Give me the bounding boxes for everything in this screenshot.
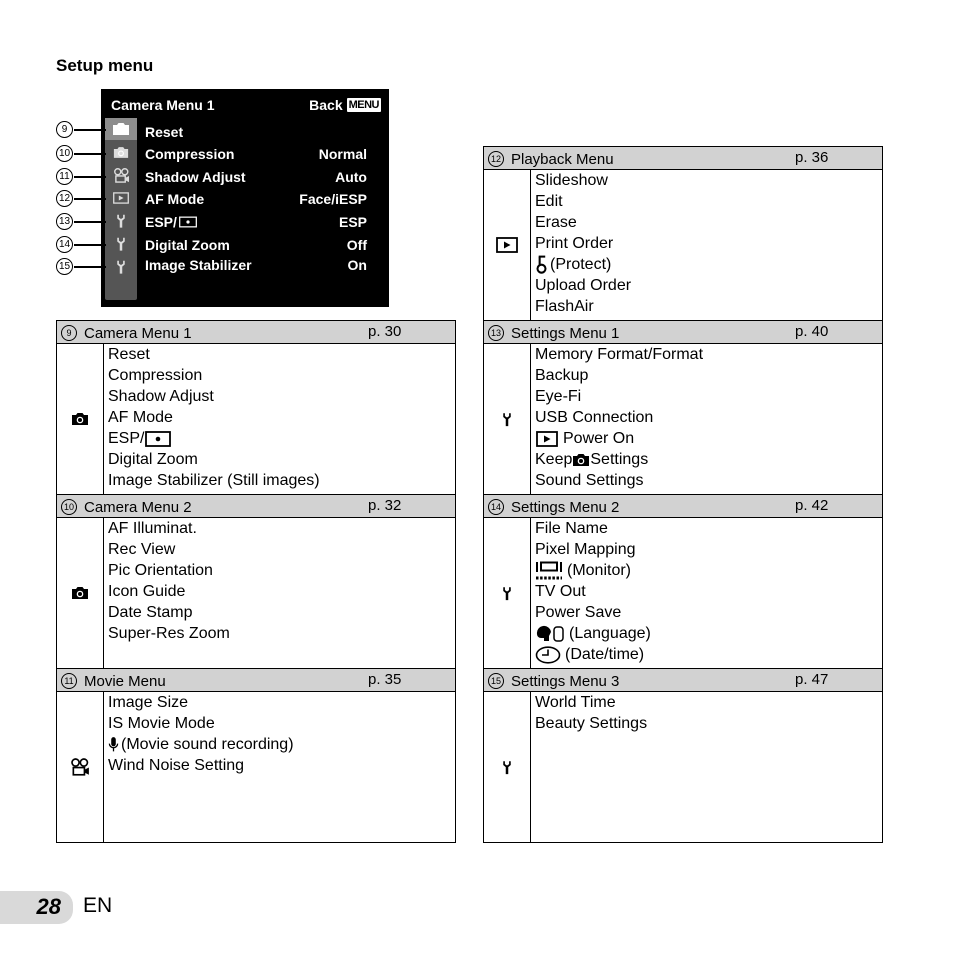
table-title: Camera Menu 2 — [84, 499, 192, 516]
screen-row-label: Shadow Adjust — [145, 169, 246, 185]
page-number: 28 — [36, 894, 61, 919]
table-number: 14 — [488, 499, 504, 515]
list-item: Rec View — [108, 541, 176, 558]
list-item: Sound Settings — [535, 472, 644, 489]
callout-line — [74, 266, 106, 268]
list-item: Erase — [535, 214, 577, 231]
list-item: Pic Orientation — [108, 562, 213, 579]
section-title: Setup menu — [56, 56, 154, 75]
list-item: USB Connection — [535, 409, 654, 426]
table-title: Settings Menu 1 — [511, 325, 620, 342]
screen-row-digital-zoom — [145, 237, 367, 255]
list-item: Reset — [108, 346, 150, 363]
back-label: Back — [309, 97, 343, 113]
table-items — [108, 344, 451, 491]
callout-12 — [56, 190, 116, 208]
camera-menu-2-table — [56, 494, 456, 669]
screen-row-label: Image Stabilizer — [145, 257, 252, 273]
table-icon-cell — [57, 344, 104, 494]
list-item: Wind Noise Setting — [108, 757, 245, 774]
list-item: Print Order — [535, 235, 614, 252]
callout-number: 12 — [56, 190, 73, 207]
list-item: TV Out — [535, 583, 586, 600]
list-item: IS Movie Mode — [108, 715, 215, 732]
table-items — [535, 344, 878, 491]
table-items — [535, 692, 878, 734]
screen-row-label: ESP/ — [145, 214, 177, 230]
screen-row-value: On — [347, 257, 367, 273]
callout-line — [74, 176, 106, 178]
protect-key-icon — [535, 255, 548, 274]
monitor-icon — [535, 561, 563, 581]
table-header — [57, 669, 455, 692]
table-icon-cell — [484, 170, 531, 320]
table-number: 12 — [488, 151, 504, 167]
callout-line — [74, 129, 106, 131]
screen-row-label: Compression — [145, 146, 235, 162]
settings-menu-2-table — [483, 494, 883, 669]
callout-line — [74, 244, 106, 246]
list-item: ESP/ — [108, 428, 451, 449]
callout-line — [74, 153, 106, 155]
screen-row-shadow-adjust — [145, 169, 367, 187]
list-item: Eye-Fi — [535, 388, 582, 405]
list-item: Slideshow — [535, 172, 608, 189]
wrench-icon — [502, 585, 512, 602]
list-item: FlashAir — [535, 298, 594, 315]
table-header — [484, 321, 882, 344]
list-item: Power Save — [535, 604, 622, 621]
settings-menu-1-table — [483, 320, 883, 495]
playback-icon — [535, 431, 559, 447]
table-items — [108, 692, 451, 776]
screen-title: Camera Menu 1 — [111, 97, 215, 113]
movie-icon — [70, 758, 90, 776]
list-item: Backup — [535, 367, 589, 384]
screen-row-label: Digital Zoom — [145, 237, 230, 253]
list-item: (Date/time) — [535, 644, 878, 665]
screen-row-value: ESP — [338, 214, 367, 230]
table-page-ref: p. 30 — [368, 323, 402, 340]
table-header — [484, 669, 882, 692]
table-header — [484, 147, 882, 170]
screen-row-reset — [145, 124, 367, 142]
list-item: Date Stamp — [108, 604, 193, 621]
movie-menu-table — [56, 668, 456, 843]
screen-row-value: Normal — [318, 146, 367, 162]
screen-row-label: AF Mode — [145, 191, 205, 207]
screen-row-af-mode — [145, 191, 367, 209]
spot-metering-icon — [179, 216, 197, 228]
screen-row-value: Face/iESP — [299, 191, 367, 207]
callout-11 — [56, 168, 116, 186]
playback-menu-table — [483, 146, 883, 321]
page-language: EN — [83, 894, 113, 917]
list-item: Beauty Settings — [535, 715, 648, 732]
list-item: Digital Zoom — [108, 451, 198, 468]
table-number: 15 — [488, 673, 504, 689]
table-number: 11 — [61, 673, 77, 689]
microphone-icon — [108, 736, 119, 753]
list-item: AF Mode — [108, 409, 173, 426]
table-page-ref: p. 32 — [368, 497, 402, 514]
screen-row-value: Auto — [335, 169, 367, 185]
table-title: Movie Menu — [84, 673, 166, 690]
language-icon — [535, 625, 565, 643]
callout-number: 14 — [56, 236, 73, 253]
callout-number: 15 — [56, 258, 73, 275]
camera-menu-1-table — [56, 320, 456, 495]
table-number: 10 — [61, 499, 77, 515]
list-item: (Protect) — [535, 254, 878, 275]
table-icon-cell — [57, 692, 104, 842]
table-header — [57, 321, 455, 344]
callout-number: 11 — [56, 168, 73, 185]
menu-key-icon: MENU — [348, 99, 379, 111]
playback-icon — [496, 237, 518, 253]
screen-row-value: Off — [346, 237, 367, 253]
callout-line — [74, 221, 106, 223]
list-item: Icon Guide — [108, 583, 186, 600]
list-item: AF Illuminat. — [108, 520, 197, 537]
back-button — [309, 97, 381, 113]
screen-row-image-stabilizer — [145, 257, 367, 275]
page-number-tab — [0, 891, 73, 924]
list-item: (Language) — [535, 623, 878, 644]
camera-icon — [572, 453, 590, 467]
screen-row-label: Reset — [145, 124, 184, 140]
screen-row-compression — [145, 146, 367, 164]
callout-9 — [56, 121, 116, 139]
table-page-ref: p. 36 — [795, 149, 829, 166]
list-item: Shadow Adjust — [108, 388, 214, 405]
table-icon-cell — [484, 692, 531, 842]
table-page-ref: p. 35 — [368, 671, 402, 688]
table-header — [57, 495, 455, 518]
callout-number: 10 — [56, 145, 73, 162]
table-icon-cell — [484, 344, 531, 494]
list-item: Keep Settings — [535, 451, 649, 468]
table-title: Camera Menu 1 — [84, 325, 192, 342]
wrench-icon — [502, 411, 512, 428]
table-icon-cell — [484, 518, 531, 668]
camera-icon — [71, 586, 89, 600]
callout-line — [74, 198, 106, 200]
settings-menu-3-table — [483, 668, 883, 843]
callout-13 — [56, 213, 116, 231]
list-item: Compression — [108, 367, 203, 384]
list-item: World Time — [535, 694, 616, 711]
list-item: Image Stabilizer (Still images) — [108, 472, 320, 489]
camera-icon — [71, 412, 89, 426]
table-icon-cell — [57, 518, 104, 668]
callout-15 — [56, 258, 116, 276]
wrench-icon — [502, 759, 512, 776]
table-items — [535, 170, 878, 317]
table-title: Playback Menu — [511, 151, 614, 168]
table-items — [535, 518, 878, 665]
list-item: File Name — [535, 520, 608, 537]
table-title: Settings Menu 2 — [511, 499, 620, 516]
table-page-ref: p. 40 — [795, 323, 829, 340]
callout-number: 13 — [56, 213, 73, 230]
screen-row-label-wrap — [145, 214, 197, 230]
clock-icon — [535, 646, 561, 664]
table-header — [484, 495, 882, 518]
table-number: 13 — [488, 325, 504, 341]
list-item: (Movie sound recording) — [108, 734, 451, 755]
callout-10 — [56, 145, 116, 163]
screen-row-esp — [145, 214, 367, 232]
spot-metering-icon — [145, 431, 171, 447]
camera-menu-screen — [101, 89, 389, 307]
table-title: Settings Menu 3 — [511, 673, 620, 690]
list-item: Upload Order — [535, 277, 632, 294]
list-item: Power On — [535, 428, 878, 449]
table-page-ref: p. 42 — [795, 497, 829, 514]
list-item: Memory Format/Format — [535, 346, 704, 363]
list-item: (Monitor) — [535, 560, 878, 581]
table-items — [108, 518, 451, 644]
table-page-ref: p. 47 — [795, 671, 829, 688]
list-item: Super-Res Zoom — [108, 625, 230, 642]
screen-header — [111, 97, 381, 115]
callout-14 — [56, 236, 116, 254]
list-item: Image Size — [108, 694, 189, 711]
list-item: Pixel Mapping — [535, 541, 636, 558]
callout-number: 9 — [56, 121, 73, 138]
list-item: Edit — [535, 193, 563, 210]
table-number: 9 — [61, 325, 77, 341]
